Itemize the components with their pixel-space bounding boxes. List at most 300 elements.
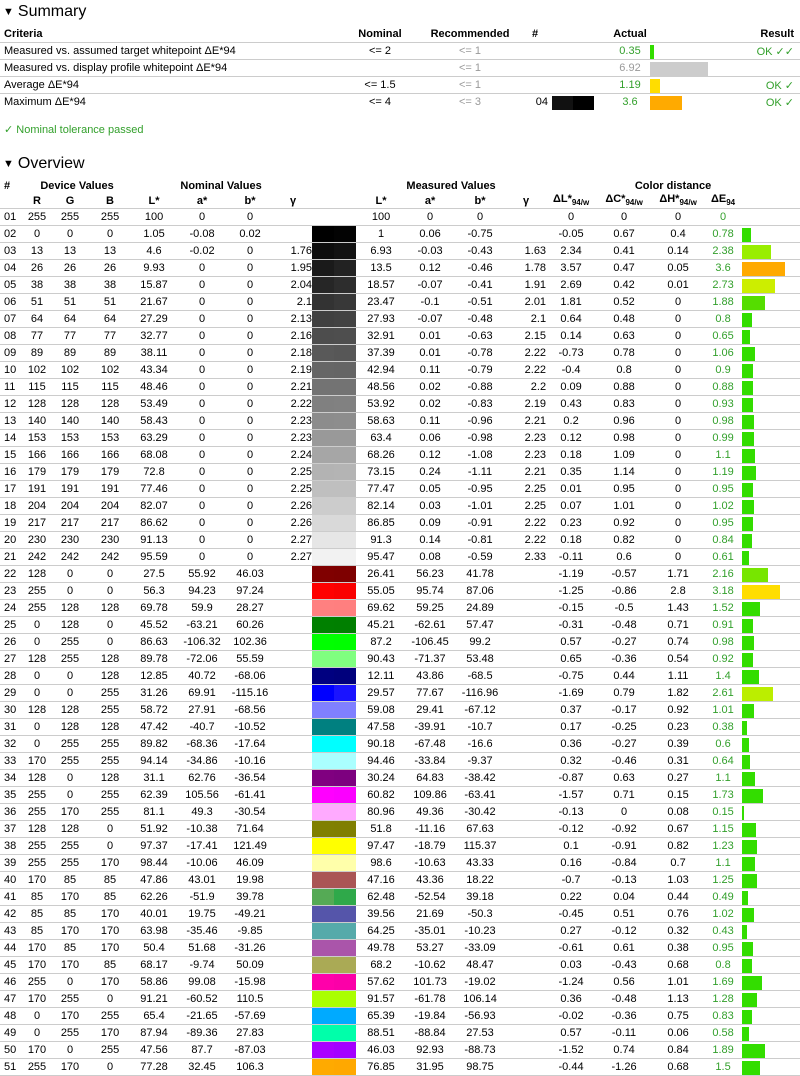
overview-row (0, 600, 800, 617)
criteria-cell: Maximum ΔE*94 (4, 96, 86, 108)
patch-number-cell: 26 (0, 634, 24, 651)
delta-l-cell: 0.43 (546, 396, 596, 413)
delta-e-bar-cell (742, 804, 800, 821)
nominal-color-swatch (312, 821, 334, 837)
delta-e-bar (742, 959, 752, 973)
actual-bar (650, 45, 654, 59)
delta-e-cell: 2.73 (704, 277, 742, 294)
patch-number-cell: 30 (0, 702, 24, 719)
delta-l-cell: -0.11 (546, 549, 596, 566)
device-g-cell: 255 (50, 209, 90, 226)
nominal-b-cell: -57.69 (226, 1008, 274, 1025)
delta-h-cell: 0.27 (652, 770, 704, 787)
number-header: # (520, 26, 550, 43)
delta-h-cell: 0 (652, 362, 704, 379)
collapse-triangle-icon[interactable]: ▼ (3, 158, 14, 170)
device-b-cell: 204 (90, 498, 130, 515)
device-g-cell: 89 (50, 345, 90, 362)
delta-h-cell: 0.44 (652, 889, 704, 906)
nominal-a-cell: -89.36 (178, 1025, 226, 1042)
measured-l-cell: 91.57 (356, 991, 406, 1008)
measured-gamma-cell (506, 583, 546, 600)
nominal-gamma-cell (274, 923, 312, 940)
delta-h-cell: 0 (652, 311, 704, 328)
delta-e-cell: 1.25 (704, 872, 742, 889)
delta-c-cell: -0.5 (596, 600, 652, 617)
measured-b-cell: -10.7 (454, 719, 506, 736)
overview-row (0, 1025, 800, 1042)
nominal-gamma-cell: 2.23 (274, 430, 312, 447)
measured-l-cell: 6.93 (356, 243, 406, 260)
nominal-swatch-cell (312, 549, 334, 566)
measured-b-cell: 18.22 (454, 872, 506, 889)
measured-values-header: Measured Values (406, 179, 496, 192)
patch-number-cell: 35 (0, 787, 24, 804)
nominal-l-cell: 91.13 (130, 532, 178, 549)
measured-l-cell: 12.11 (356, 668, 406, 685)
device-b-cell: 102 (90, 362, 130, 379)
overview-group-header-row (0, 178, 800, 193)
device-g-cell: 255 (50, 855, 90, 872)
delta-l-cell: 0.14 (546, 328, 596, 345)
patch-swatch-cell (550, 77, 610, 94)
measured-b-cell: 98.75 (454, 1059, 506, 1076)
delta-e-bar-cell (742, 294, 800, 311)
nominal-color-swatch (312, 702, 334, 718)
device-g-cell: 128 (50, 702, 90, 719)
delta-c-cell: 0.98 (596, 430, 652, 447)
nominal-color-swatch (312, 736, 334, 752)
nominal-swatch-cell (312, 447, 334, 464)
delta-h-cell: 1.82 (652, 685, 704, 702)
measured-b-cell: 67.63 (454, 821, 506, 838)
delta-h-cell: 1.43 (652, 600, 704, 617)
nominal-a-cell: 49.3 (178, 804, 226, 821)
device-g-cell: 153 (50, 430, 90, 447)
overview-row (0, 991, 800, 1008)
measured-a-cell: 0.03 (406, 498, 454, 515)
patch-number-cell (520, 43, 550, 60)
device-g-cell: 128 (50, 600, 90, 617)
measured-l-cell: 100 (356, 209, 406, 226)
delta-e-bar-cell (742, 940, 800, 957)
device-b-cell: 0 (90, 821, 130, 838)
delta-e-bar (742, 976, 762, 990)
delta-e-bar-cell (742, 889, 800, 906)
device-g-cell: 85 (50, 906, 90, 923)
delta-e-bar (742, 279, 775, 293)
device-b-cell: 255 (90, 702, 130, 719)
nominal-l-cell: 43.34 (130, 362, 178, 379)
nominal-a-cell: -72.06 (178, 651, 226, 668)
measured-l-cell: 68.26 (356, 447, 406, 464)
delta-e-cell: 1.02 (704, 498, 742, 515)
delta-c-cell: 0.82 (596, 532, 652, 549)
delta-e-bar-cell (742, 1042, 800, 1059)
delta-l-cell: -0.87 (546, 770, 596, 787)
overview-row (0, 872, 800, 889)
patch-swatch-cell (550, 43, 610, 60)
device-b-cell: 89 (90, 345, 130, 362)
measured-gamma-cell: 2.2 (506, 379, 546, 396)
overview-row (0, 974, 800, 991)
delta-e-bar-cell (742, 651, 800, 668)
nominal-color-swatch (312, 1042, 334, 1058)
summary-header-row (0, 26, 800, 43)
measured-swatch-cell (334, 430, 356, 447)
measured-swatch-cell (334, 447, 356, 464)
nominal-gamma-cell (274, 583, 312, 600)
measured-l-cell: 51.8 (356, 821, 406, 838)
nominal-b-cell: 60.26 (226, 617, 274, 634)
device-r-cell: 77 (24, 328, 50, 345)
delta-e-bar (742, 908, 754, 922)
delta-h-cell: 0.68 (652, 1059, 704, 1076)
nominal-a-cell: 19.75 (178, 906, 226, 923)
nominal-b-cell: 0 (226, 498, 274, 515)
nominal-gamma-cell: 1.76 (274, 243, 312, 260)
nominal-l-cell: 27.5 (130, 566, 178, 583)
b-header: B (90, 193, 130, 209)
device-g-cell: 170 (50, 889, 90, 906)
nominal-a-cell: -21.65 (178, 1008, 226, 1025)
measured-l-cell: 45.21 (356, 617, 406, 634)
delta-e-bar-cell (742, 209, 800, 226)
delta-e-bar-cell (742, 277, 800, 294)
measured-swatch-cell (334, 940, 356, 957)
device-b-cell: 179 (90, 464, 130, 481)
recommended-cell: <= 1 (420, 43, 520, 60)
nominal-a-cell: 0 (178, 481, 226, 498)
measured-swatch-cell (334, 413, 356, 430)
nominal-l-cell: 69.78 (130, 600, 178, 617)
nominal-gamma-cell (274, 855, 312, 872)
nominal-b-cell: 0 (226, 345, 274, 362)
nominal-gamma-cell: 2.25 (274, 464, 312, 481)
nominal-gamma-cell (274, 226, 312, 243)
measured-a-cell: 0.06 (406, 430, 454, 447)
nominal-swatch-cell (312, 719, 334, 736)
delta-h-cell: 0.32 (652, 923, 704, 940)
device-r-cell: 128 (24, 770, 50, 787)
measured-color-swatch (334, 243, 356, 259)
nominal-a-cell: 0 (178, 379, 226, 396)
delta-c-cell: 0 (596, 209, 652, 226)
measured-gamma-cell (506, 651, 546, 668)
device-r-cell: 170 (24, 957, 50, 974)
device-g-cell: 38 (50, 277, 90, 294)
measured-gamma-cell (506, 770, 546, 787)
device-r-cell: 115 (24, 379, 50, 396)
delta-e-bar (742, 772, 755, 786)
summary-heading[interactable]: ▼ Summary (0, 0, 800, 26)
delta-c-cell: 1.09 (596, 447, 652, 464)
delta-c-cell: -0.17 (596, 702, 652, 719)
measured-color-swatch (334, 532, 356, 548)
nominal-gamma-cell (274, 668, 312, 685)
measured-gamma-cell: 1.78 (506, 260, 546, 277)
measured-l-cell: 60.82 (356, 787, 406, 804)
delta-c-cell: 0.42 (596, 277, 652, 294)
delta-h-cell: 0 (652, 515, 704, 532)
nominal-color-swatch (312, 753, 334, 769)
delta-e-bar-cell (742, 566, 800, 583)
nominal-color-swatch (312, 277, 334, 293)
nominal-l-cell: 45.52 (130, 617, 178, 634)
delta-e-bar (742, 738, 749, 752)
patch-swatch-cell (550, 94, 610, 111)
delta-e-bar-cell (742, 1008, 800, 1025)
patch-swatch (552, 96, 594, 110)
nominal-gamma-cell (274, 651, 312, 668)
overview-row (0, 940, 800, 957)
overview-row (0, 668, 800, 685)
nominal-gamma-cell (274, 770, 312, 787)
measured-l-cell: 30.24 (356, 770, 406, 787)
measured-b-cell: -0.78 (454, 345, 506, 362)
device-r-cell: 128 (24, 651, 50, 668)
measured-swatch-cell (334, 838, 356, 855)
delta-e-bar-cell (742, 991, 800, 1008)
delta-h-cell: 0.82 (652, 838, 704, 855)
overview-row (0, 906, 800, 923)
measured-swatch-cell (334, 566, 356, 583)
nominal-color-swatch (312, 906, 334, 922)
delta-h-cell: 1.13 (652, 991, 704, 1008)
nominal-l-cell: 58.86 (130, 974, 178, 991)
measured-b-cell: -0.41 (454, 277, 506, 294)
measured-gamma-cell: 2.15 (506, 328, 546, 345)
actual-bar (650, 79, 660, 93)
collapse-triangle-icon[interactable]: ▼ (3, 6, 14, 18)
measured-color-swatch (334, 515, 356, 531)
nominal-l-cell: 38.11 (130, 345, 178, 362)
nominal-gamma-cell (274, 804, 312, 821)
delta-l-cell: -1.69 (546, 685, 596, 702)
nominal-l-cell: 100 (130, 209, 178, 226)
measured-swatch-cell (334, 736, 356, 753)
measured-b-cell: -1.01 (454, 498, 506, 515)
nominal-l-cell: 51.92 (130, 821, 178, 838)
device-r-cell: 255 (24, 209, 50, 226)
delta-e-bar (742, 313, 752, 327)
delta-e-bar (742, 534, 752, 548)
measured-swatch-cell (334, 379, 356, 396)
nominal-swatch-cell (312, 260, 334, 277)
patch-number-cell: 03 (0, 243, 24, 260)
overview-row (0, 617, 800, 634)
measured-a-cell: 0.11 (406, 413, 454, 430)
device-b-cell: 170 (90, 855, 130, 872)
nominal-l-cell: 9.93 (130, 260, 178, 277)
delta-e-cell: 0.61 (704, 549, 742, 566)
measured-swatch-cell (334, 974, 356, 991)
delta-e-cell: 0.98 (704, 413, 742, 430)
nominal-l-cell: 87.94 (130, 1025, 178, 1042)
patch-number-cell: 11 (0, 379, 24, 396)
nominal-color-swatch (312, 940, 334, 956)
measured-gamma-cell: 2.21 (506, 464, 546, 481)
delta-c-cell: 0.8 (596, 362, 652, 379)
delta-e-cell: 0.98 (704, 634, 742, 651)
nominal-a-cell: 43.01 (178, 872, 226, 889)
measured-b-cell: -0.51 (454, 294, 506, 311)
measured-swatch-cell (334, 957, 356, 974)
actual-bar-cell (650, 43, 714, 60)
measured-color-swatch (334, 804, 356, 820)
measured-swatch-cell (334, 1059, 356, 1076)
nominal-b-cell: 102.36 (226, 634, 274, 651)
device-b-cell: 170 (90, 974, 130, 991)
delta-e-bar-cell (742, 583, 800, 600)
result-cell: OK ✓✓ (714, 43, 800, 60)
measured-swatch-cell (334, 600, 356, 617)
nominal-gamma-header: γ (274, 193, 312, 209)
delta-c-cell: 0.63 (596, 328, 652, 345)
delta-e-cell: 0.92 (704, 651, 742, 668)
delta-h-cell: 0 (652, 481, 704, 498)
delta-h-cell: 0.7 (652, 855, 704, 872)
nominal-color-swatch (312, 719, 334, 735)
patch-number-cell: 13 (0, 413, 24, 430)
measured-a-cell: -106.45 (406, 634, 454, 651)
nominal-a-cell: 0 (178, 277, 226, 294)
device-g-cell: 26 (50, 260, 90, 277)
delta-l-cell: 0.03 (546, 957, 596, 974)
patch-number-cell: 15 (0, 447, 24, 464)
delta-l-cell: -1.19 (546, 566, 596, 583)
delta-e-bar-cell (742, 226, 800, 243)
nominal-a-cell: 40.72 (178, 668, 226, 685)
nominal-gamma-cell: 2.16 (274, 328, 312, 345)
nominal-swatch-cell (312, 736, 334, 753)
measured-color-swatch (334, 1059, 356, 1075)
overview-row (0, 838, 800, 855)
device-b-cell: 13 (90, 243, 130, 260)
device-g-cell: 179 (50, 464, 90, 481)
nominal-gamma-cell (274, 872, 312, 889)
delta-e-bar-cell (742, 532, 800, 549)
measured-color-swatch (334, 991, 356, 1007)
delta-e-cell: 0.95 (704, 940, 742, 957)
nominal-gamma-cell (274, 821, 312, 838)
measured-swatch-cell (334, 651, 356, 668)
nominal-swatch-cell (312, 226, 334, 243)
measured-color-swatch (334, 583, 356, 599)
nominal-color-swatch (312, 226, 334, 242)
delta-e-bar (742, 466, 756, 480)
patch-number-cell: 47 (0, 991, 24, 1008)
measured-b-cell: -0.91 (454, 515, 506, 532)
patch-number-cell: 25 (0, 617, 24, 634)
measured-a-cell: 53.27 (406, 940, 454, 957)
device-r-cell: 230 (24, 532, 50, 549)
delta-h-cell: 0.67 (652, 821, 704, 838)
delta-e-bar-cell (742, 600, 800, 617)
nominal-b-cell: 0 (226, 481, 274, 498)
measured-l-cell: 64.25 (356, 923, 406, 940)
measured-gamma-cell (506, 226, 546, 243)
nominal-swatch-cell (312, 1042, 334, 1059)
measured-color-swatch (334, 736, 356, 752)
device-r-cell: 255 (24, 583, 50, 600)
delta-e-bar (742, 1027, 749, 1041)
delta-c-cell: -1.26 (596, 1059, 652, 1076)
nominal-swatch-cell (312, 532, 334, 549)
measured-color-swatch (334, 668, 356, 684)
patch-number-cell: 14 (0, 430, 24, 447)
measured-swatch-cell (334, 702, 356, 719)
delta-c-cell: 0.56 (596, 974, 652, 991)
device-g-cell: 64 (50, 311, 90, 328)
device-g-cell: 166 (50, 447, 90, 464)
measured-color-swatch (334, 906, 356, 922)
delta-e-cell: 2.61 (704, 685, 742, 702)
nominal-gamma-cell (274, 1059, 312, 1076)
measured-swatch-cell (334, 668, 356, 685)
device-r-cell: 140 (24, 413, 50, 430)
delta-h-cell: 2.8 (652, 583, 704, 600)
nominal-l-cell: 86.63 (130, 634, 178, 651)
nominal-swatch-cell (312, 464, 334, 481)
measured-l-cell: 37.39 (356, 345, 406, 362)
nominal-color-swatch (312, 311, 334, 327)
overview-table (0, 178, 800, 1076)
tolerance-note: ✓ Nominal tolerance passed (4, 124, 144, 136)
measured-b-cell: -0.88 (454, 379, 506, 396)
patch-number-cell: 08 (0, 328, 24, 345)
nominal-color-swatch (312, 515, 334, 531)
delta-l-cell: 0.17 (546, 719, 596, 736)
nominal-color-swatch (312, 345, 334, 361)
measured-swatch-cell (334, 549, 356, 566)
nominal-a-cell: 59.9 (178, 600, 226, 617)
nominal-l-cell: 12.85 (130, 668, 178, 685)
recommended-header: Recommended (420, 26, 520, 43)
delta-h-cell: 0 (652, 464, 704, 481)
delta-c-cell: -0.92 (596, 821, 652, 838)
patch-number-cell: 40 (0, 872, 24, 889)
device-r-cell: 217 (24, 515, 50, 532)
nominal-b-cell: -31.26 (226, 940, 274, 957)
device-g-cell: 217 (50, 515, 90, 532)
patch-number-cell: 34 (0, 770, 24, 787)
nominal-b-cell: 0 (226, 294, 274, 311)
device-r-cell: 255 (24, 838, 50, 855)
nominal-color-swatch (312, 260, 334, 276)
device-g-cell: 85 (50, 872, 90, 889)
nominal-l-cell: 27.29 (130, 311, 178, 328)
patch-number-cell: 24 (0, 600, 24, 617)
device-g-cell: 0 (50, 974, 90, 991)
overview-row (0, 243, 800, 260)
device-r-cell: 204 (24, 498, 50, 515)
delta-e-bar (742, 789, 763, 803)
measured-b-cell: -1.11 (454, 464, 506, 481)
patch-number-cell: 04 (535, 96, 548, 108)
patch-number-cell: 38 (0, 838, 24, 855)
overview-row (0, 464, 800, 481)
measured-l-cell: 42.94 (356, 362, 406, 379)
delta-e-bar-cell (742, 753, 800, 770)
delta-c-cell: 0.83 (596, 396, 652, 413)
delta-c-cell: -0.36 (596, 1008, 652, 1025)
overview-heading[interactable]: ▼ Overview (0, 152, 800, 178)
measured-color-swatch (334, 209, 356, 225)
delta-h-cell: 0.68 (652, 957, 704, 974)
delta-h-cell: 0.39 (652, 736, 704, 753)
patch-number-cell: 27 (0, 651, 24, 668)
